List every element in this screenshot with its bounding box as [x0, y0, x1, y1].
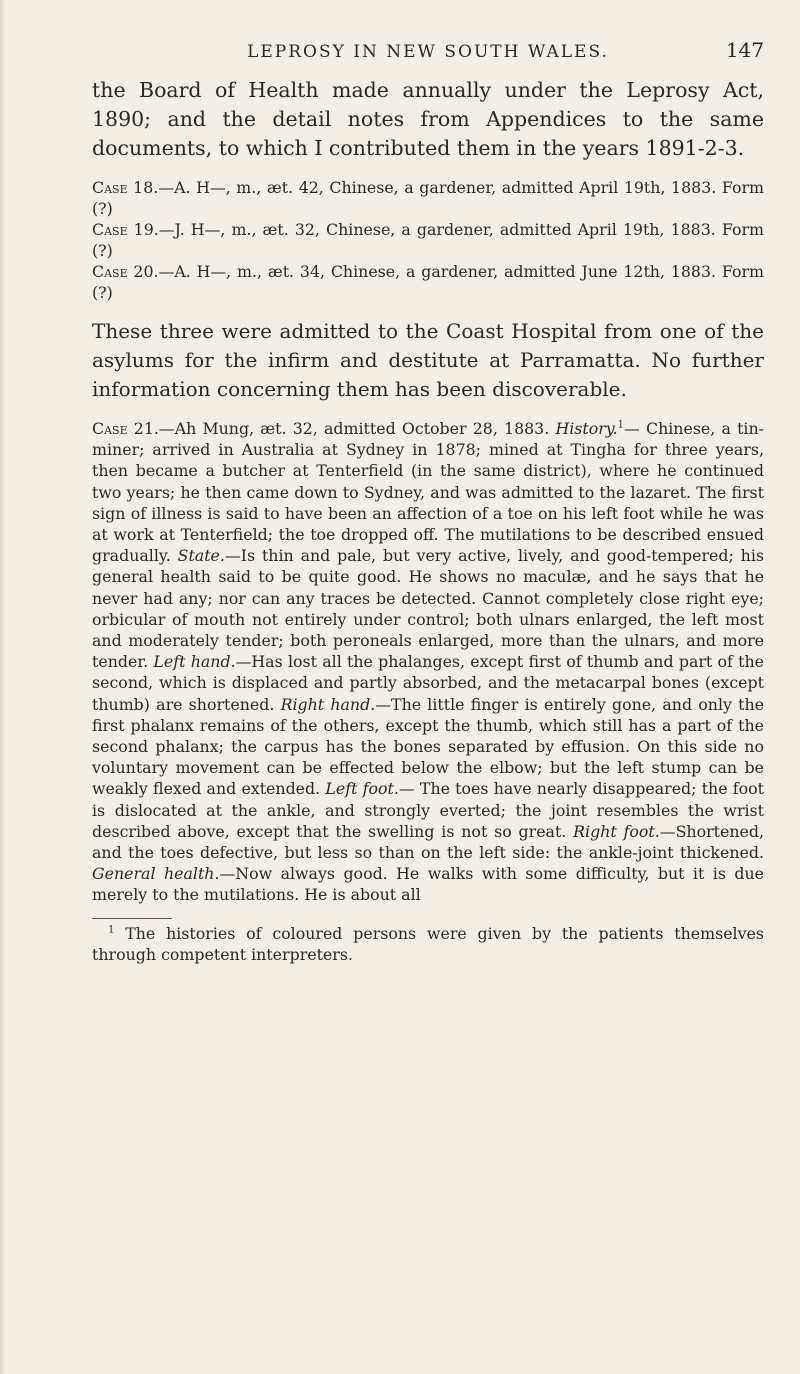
running-head-title: LEPROSY IN NEW SOUTH WALES.	[247, 42, 609, 62]
case-21-label: Case 21.	[92, 419, 159, 438]
case-21-intro: —Ah Mung, æt. 32, admitted October 28, 1883.	[158, 419, 556, 438]
history-label: History.	[555, 419, 618, 438]
left-hand-label: Left hand.	[153, 652, 236, 672]
case-text: —A. H—, m., æt. 34, Chinese, a gardener, admitted June 12th, 1883. Form (?)	[92, 262, 764, 302]
case-18	[92, 177, 764, 219]
general-health-text: —Now always good. He walks with some difficulty, but it is due merely to the mutilations. He is about all	[92, 864, 764, 905]
right-foot-text: —Shortened, and the toes defective, but less so than on the left side: the ankle-joint thickened.	[92, 821, 764, 863]
case-label: Case 18.	[92, 178, 159, 197]
footnote-reference: 1	[617, 419, 625, 431]
body-paragraph: These three were admitted to the Coast Hospital from one of the asylums for the infirm and destitute at Parramatta. No further information concerning them has been discoverable.	[92, 319, 764, 401]
case-label: Case 20.	[92, 262, 159, 281]
history-text: — Chinese, a tin-miner; arrived in Australia at Sydney in 1878; mined at Tingha for three years, then became a butcher at Tenterfield (in the same district), where he continued two years; he then came down to Sydney, and was admitted to the lazaret. The first sign of illness is said to have been an affection of a toe on his left foot while he was at work at Tenterfield; the toe dropped off. The mutilations to be described ensued gradually.	[92, 419, 764, 566]
left-foot-label: Left foot.	[325, 779, 399, 799]
case-21	[92, 418, 764, 906]
right-hand-text: —The little finger is entirely gone, and only the first phalanx remains of the others, except the thumb, which still has a part of the second phalanx; the carpus has the bones separated by effusion. On this side no voluntary movement can be effected below the elbow; but the left stump can be weakly flexed and extended.	[92, 694, 764, 799]
right-foot-label: Right foot.	[573, 821, 660, 841]
right-hand-label: Right hand.	[280, 694, 376, 714]
page-number: 147	[725, 38, 764, 62]
case-list	[92, 177, 764, 303]
case-19	[92, 219, 764, 261]
general-health-label: General health.	[92, 864, 220, 884]
running-head	[92, 38, 764, 74]
state-label: State.	[177, 546, 225, 566]
lead-paragraph: the Board of Health made annually under the Leprosy Act, 1890; and the detail notes from Appendices to the same documents, to which I contributed them in the years 1891-2-3.	[92, 78, 764, 160]
footnote-text: The histories of coloured persons were given by the patients themselves through competent interpreters.	[92, 923, 764, 964]
case-text: —J. H—, m., æt. 32, Chinese, a gardener, admitted April 19th, 1883. Form (?)	[92, 220, 764, 260]
state-text: —Is thin and pale, but very active, lively, and good-tempered; his general health said to be quite good. He shows no maculæ, and he says that he never had any; nor can any traces be detected. Cannot completely close right eye; orbicular of mouth not entirely under control; both ulnars enlarged, the left most and moderately tender; both peroneals enlarged, more than the ulnars, and more tender.	[92, 546, 764, 672]
left-hand-text: —Has lost all the phalanges, except first of thumb and part of the second, which is displaced and partly absorbed, and the metacarpal bones (except thumb) are shortened.	[92, 652, 764, 714]
case-20	[92, 261, 764, 303]
case-label: Case 19.	[92, 220, 159, 239]
footnote-rule	[92, 918, 172, 919]
book-page	[92, 38, 764, 965]
footnote	[92, 923, 764, 965]
case-text: —A. H—, m., æt. 42, Chinese, a gardener, admitted April 19th, 1883. Form (?)	[92, 178, 764, 218]
footnote-mark: 1	[108, 924, 115, 936]
left-foot-text: — The toes have nearly disappeared; the foot is dislocated at the ankle, and strongly everted; the joint resembles the wrist described above, except that the swelling is not so great.	[92, 779, 765, 841]
page-edge	[0, 0, 6, 1374]
